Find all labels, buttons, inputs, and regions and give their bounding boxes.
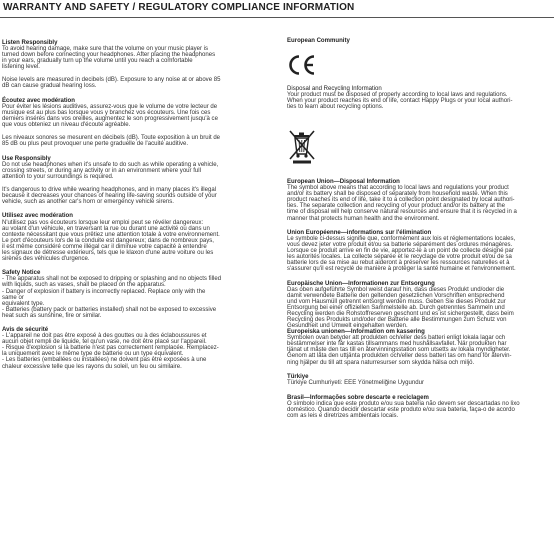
listen-responsibly-p1: To avoid hearing damage, make sure that the volume on your music player is turned down before connecting your headphones. After placing the headphones in your ears, gradually turn up the volume until you reach a comfortable listening level. — [2, 46, 216, 71]
turkiye-p1: Türkiye Cumhuriyeti: EEE Yönetmeliğine Uygundur — [287, 380, 425, 387]
right-column — [287, 38, 554, 419]
avis-securite-p1: - L'appareil ne doit pas être exposé à des gouttes ou à des éclaboussures et aucun objet rempli de liquide, tel qu'un vase, ne doit être placé sur l'appareil. - Risque d'explosion si la batterie n'est pas correctement remplacée. Remplacez- la uniquement avec le même type de batterie ou un type équivalent. - Les batteries (emballées ou installées) ne doivent pas être exposées à une chaleur excessive telle que les rayons du soleil, un feu ou similaire. — [2, 333, 219, 370]
eu-elimination-p1: Le symbole ci-dessus signifie que, conformément aux lois et réglementations locales, vous devez jeter votre produit et/ou sa batterie séparément des ordures ménagères. Lorsque ce produit arrive en fin de vie, apportez-le à un point de collecte désigné par les autorités locales. La collecte séparée et le recyclage de votre produit et/ou de sa batterie lors de sa mise au rebut aideront à préserver les ressources naturelles et à s'assurer qu'il est recyclé de manière à protéger la santé humaine et l'environnement. — [287, 236, 516, 273]
ce-mark-icon — [287, 54, 554, 76]
eu-kassering-p1: Symbolen ovan betyder att produkten och/eller dess batteri enligt lokala lagar och bestämmelser inte får kastas tillsammans med hushållsavfallet. När produkten har tjänat ut måste den tas till en återvinningsstation som utsetts av lokala myndigheter. Genom att låta den uttjänta produkten och/eller dess batteri tas om hand för återvin- ning hjälper du till att spara naturresurser som skydda hälsa och miljö. — [287, 335, 512, 366]
crossed-out-wheelie-bin-icon — [287, 128, 554, 164]
utilisez-p1: N'utilisez pas vos écouteurs lorsque leur emploi peut se révéler dangereux: au volant d'un véhicule, en traversant la rue ou durant une activité ou dans un contexte nécessitant que vous prêtiez une attention totale à votre environnement. Le port d'écouteurs lors de la conduite est dangereux; dans de nombreux pays, il est même considéré comme illégal car il diminue votre capacité à entendre les signaux de détresse extérieurs, tels que le klaxon d'une autre voiture ou les sirènes des véhicules d'urgence. — [2, 219, 220, 262]
safety-notice-heading: Safety Notice — [2, 270, 41, 277]
page-title: WARRANTY AND SAFETY / REGULATORY COMPLIANCE INFORMATION — [3, 2, 355, 13]
ecoutez-p2: Les niveaux sonores se mesurent en décibels (dB). Toute exposition à un bruit de 85 dB ou plus peut provoquer une perte graduelle de l'acuité auditive. — [2, 135, 221, 148]
ecoutez-heading: Écoutez avec modération — [2, 97, 75, 104]
use-responsibly-heading: Use Responsibly — [2, 155, 51, 162]
disposal-p1: Your product must be disposed of properly according to local laws and regulations. When your product reaches its end of life, contact Happy Plugs or your local authori- ties to learn about recycling options. — [287, 92, 513, 111]
eu-elimination-heading: Union Européenne—informations sur l'élimination — [287, 230, 432, 237]
eu-entsorgung-p1: Das oben aufgeführte Symbol weist darauf hin, dass dieses Produkt und/oder die damit verwendete Batterie den geltenden gesetzlichen Vorschriften entsprechend und vom Hausmüll getrennt entsorgt werden muss. Geben Sie dieses Produkt zur Entsorgung bei einer offiziellen Sammelstelle ab. Durch getrenntes Sammeln und Recycling werden die Rohstoffreserven geschont und es ist sichergestellt, dass beim Recycling des Produkts und/oder der Batterie alle Bestimmungen zum Schutz von Gesundheit und Umwelt eingehalten werden. — [287, 286, 514, 330]
eu-disposal-p1: The symbol above means that according to local laws and regulations your product and/or its battery shall be disposed of separately from household waste. When this product reaches its end of life, take it to a collection point designated by local authori- ties. The separate collection and recycling of your product and/or its battery at the time of disposal will help conserve natural resources and ensure that it is recycled in a manner that protects human health and the environment. — [287, 185, 517, 222]
title-divider — [0, 17, 554, 18]
left-column — [2, 40, 272, 370]
european-community-heading: European Community — [287, 38, 350, 44]
use-responsibly-p2: It's dangerous to drive while wearing headphones, and in many places it's illegal because it decreases your chances of hearing life-saving sounds outside of your vehicle, such as another car's horn or emergency vehicle sirens. — [2, 186, 217, 205]
avis-securite-heading: Avis de sécurité — [2, 327, 49, 334]
listen-responsibly-heading: Listen Responsibly — [2, 40, 58, 46]
brasil-p1: O símbolo indica que este produto e/ou sua bateria não devem ser descartadas no lixo doméstico. Quando decidir descartar este produto e/ou sua bateria, faça-o de acordo com as leis e diretrizes ambientais locais. — [287, 400, 520, 419]
ecoutez-p1: Pour éviter les lésions auditives, assurez-vous que le volume de votre lecteur de musique est au plus bas lorsque vous y branchez vos écouteurs. Une fois ces derniers insérés dans vos oreilles, augmentez le son progressivement jusqu'à ce que vous obteniez un niveau d'écoute agréable. — [2, 103, 218, 129]
listen-responsibly-p2: Noise levels are measured in decibels (dB). Exposure to any noise at or above 85 dB can cause gradual hearing loss. — [2, 77, 221, 90]
utilisez-heading: Utilisez avec modération — [2, 213, 73, 220]
safety-notice-p1: - The apparatus shall not be exposed to dripping or splashing and no objects filled with liquids, such as vases, shall be placed on the apparatus. - Danger of explosion if battery is incorrectly replaced. Replace only with the same or equivalent type. - Batteries (battery pack or batteries installed) shall not be exposed to excessive heat such as sunshine, fire or similar. — [2, 276, 222, 319]
eu-entsorgung-heading: Europäische Union—Informationen zur Entsorgung — [287, 280, 435, 287]
disposal-heading: Disposal and Recycling Information — [287, 86, 382, 93]
eu-disposal-heading: European Union—Disposal Information — [287, 179, 400, 186]
use-responsibly-p1: Do not use headphones when it's unsafe to do such as while operating a vehicle, crossing streets, or during any activity or in an environment where your full attention to your surroundings is required. — [2, 161, 219, 180]
turkiye-heading: Türkiye — [287, 374, 309, 381]
brasil-heading: Brasil—Informações sobre descarte e reciclagem — [287, 394, 429, 401]
eu-kassering-heading: Europeiska unionen—Information om kassering — [287, 329, 425, 336]
